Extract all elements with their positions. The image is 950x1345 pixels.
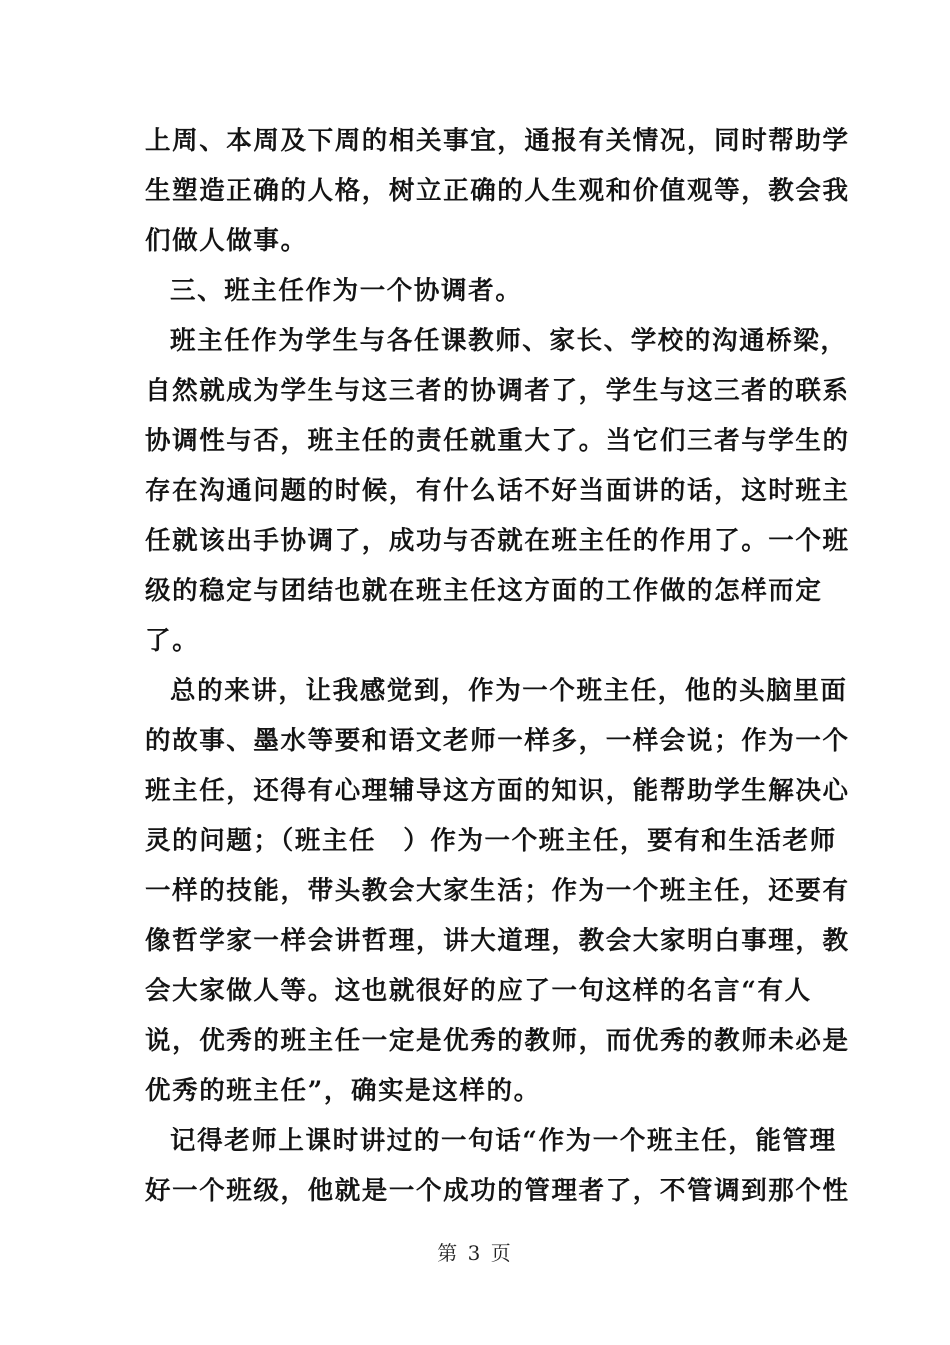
text-line: 生塑造正确的人格，树立正确的人生观和价值观等，教会我: [145, 176, 850, 206]
text-line: 存在沟通问题的时候，有什么话不好当面讲的话，这时班主: [145, 476, 850, 506]
text-line: 说，优秀的班主任一定是优秀的教师，而优秀的教师未必是: [145, 1026, 850, 1056]
text-line: 像哲学家一样会讲哲理，讲大道理，教会大家明白事理，教: [145, 926, 850, 956]
text-line: 自然就成为学生与这三者的协调者了，学生与这三者的联系: [145, 376, 850, 406]
text-line: 灵的问题；（班主任 ）作为一个班主任，要有和生活老师: [145, 826, 837, 856]
text-line: 协调性与否，班主任的责任就重大了。当它们三者与学生的: [145, 426, 850, 456]
page-number: 第 3 页: [437, 1241, 513, 1265]
text-line: 了。: [145, 626, 200, 656]
body-text: [145, 116, 850, 1216]
text-line: 记得老师上课时讲过的一句话“作为一个班主任，能管理: [170, 1126, 837, 1156]
text-line: 任就该出手协调了，成功与否就在班主任的作用了。一个班: [145, 526, 850, 556]
section-heading: 三、班主任作为一个协调者。: [170, 276, 523, 306]
text-line: 总的来讲，让我感觉到，作为一个班主任，他的头脑里面: [170, 676, 848, 706]
text-line: 优秀的班主任”，确实是这样的。: [145, 1076, 541, 1106]
text-line: 的故事、墨水等要和语文老师一样多，一样会说；作为一个: [145, 726, 850, 756]
text-line: 会大家做人等。这也就很好的应了一句这样的名言“有人: [145, 976, 812, 1006]
text-line: 班主任作为学生与各任课教师、家长、学校的沟通桥梁，: [170, 326, 848, 356]
text-line: 一样的技能，带头教会大家生活；作为一个班主任，还要有: [145, 876, 850, 906]
text-line: 好一个班级，他就是一个成功的管理者了，不管调到那个性: [145, 1176, 850, 1206]
text-line: 班主任，还得有心理辅导这方面的知识，能帮助学生解决心: [145, 776, 850, 806]
text-line: 们做人做事。: [145, 226, 308, 256]
text-line: 级的稳定与团结也就在班主任这方面的工作做的怎样而定: [145, 576, 823, 606]
text-line: 上周、本周及下周的相关事宜，通报有关情况，同时帮助学: [145, 126, 850, 156]
